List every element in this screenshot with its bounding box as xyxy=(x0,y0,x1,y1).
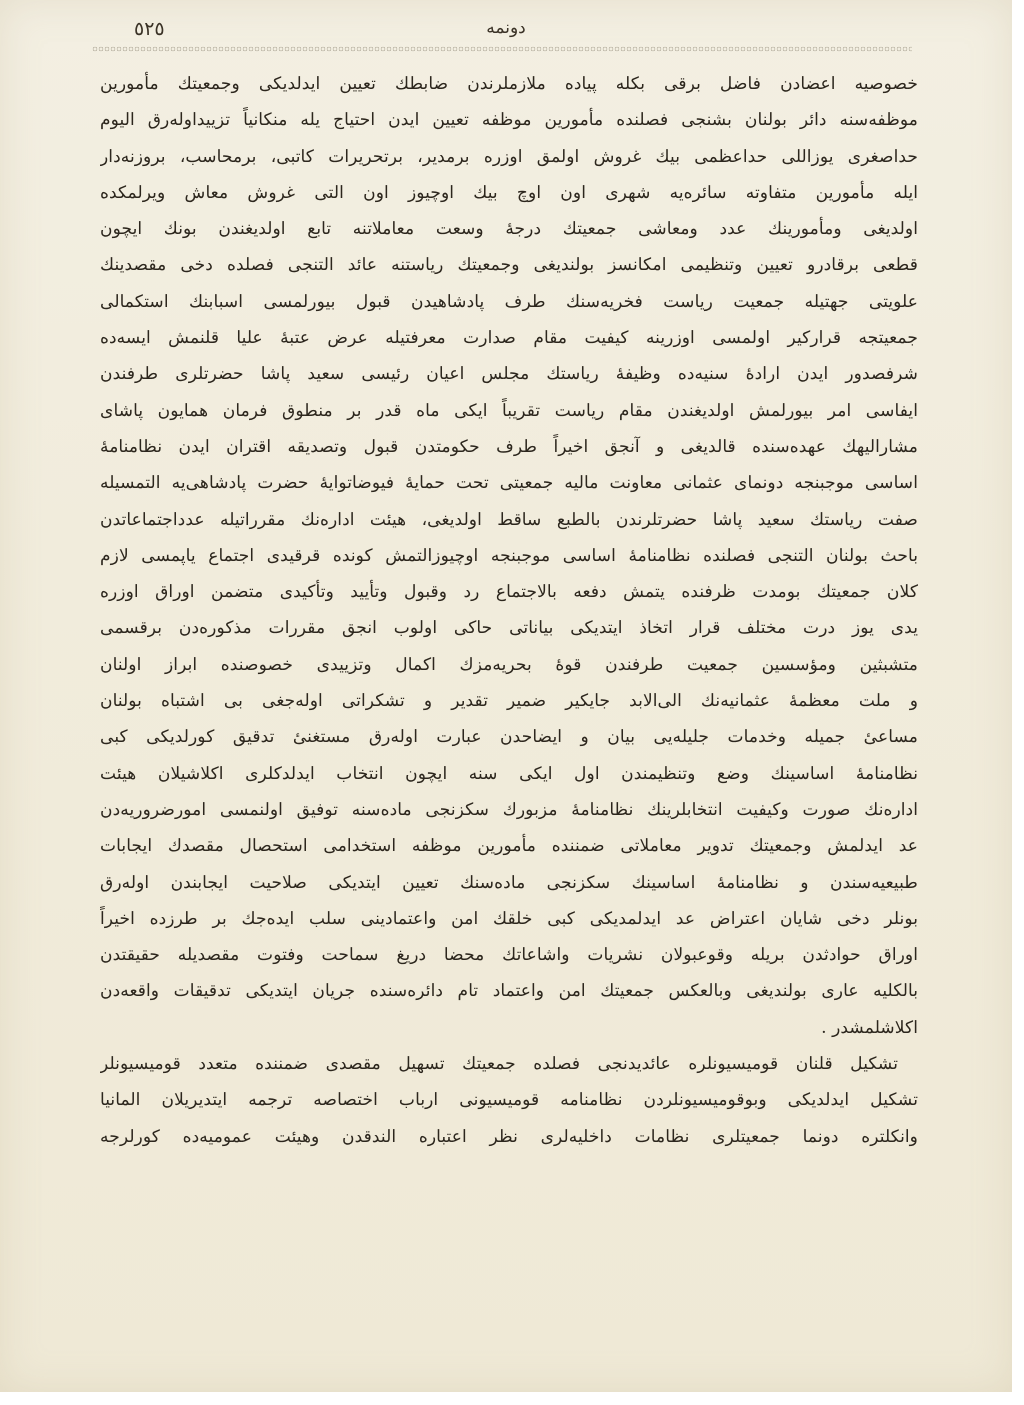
text-line: اوراق حوادثدن بریله وقوعبولان نشریات واشاعاتك محضا دریغ سماحت وفتوت مقصدیله حقیقتدن xyxy=(100,945,918,966)
text-line: موظفه‌سنه دائر بولنان بشنجی فصلنده مأمورین موظفه تعیین ایدن احتیاج یله منکانیاً تزییداوله‌رق الیوم xyxy=(100,110,918,131)
page-edge xyxy=(1012,0,1024,1405)
text-line: و ملت معظمهٔ عثمانیه‌نك الی‌الابد جایکیر ضمیر تقدیر و تشکراتی اوله‌جغی بی اشتباه بولنان xyxy=(100,691,918,712)
page-number: ٥٢٥ xyxy=(134,18,165,40)
running-title: دونمه xyxy=(486,18,526,38)
text-line: ادارەنك صورت وکیفیت انتخابلرینك نظامنامهٔ مزبورك سکزنجی ماده‌سنه توفیق اولنمسی امورضروریه‌دن xyxy=(100,799,918,820)
text-line: صفت ریاستك سعید پاشا حضرتلرندن بالطبع ساقط اولدیغی، هیئت ادارەنك مقرراتیله عدداجتماعاتدن xyxy=(100,509,918,530)
text-line: حداصغری یوزاللی حداعظمی بیك غروش اولمق اوزره برمدیر، برتحریرات کاتبی، برمحاسب، بروزنه‌دار xyxy=(100,146,918,167)
text-line: تشکیل ایدلدیکی وبوقومیسیونلردن نظامنامه قومیسیونی ارباب اختصاصه ترجمه ایتدیریلان المانیا xyxy=(100,1090,918,1111)
text-line: اساسی موجبنجه دونمای عثمانی معاونت مالیه جمعیتی تحت حمایهٔ فیوضاتوایهٔ حضرت پادشاهی‌یه التمسیله xyxy=(100,473,918,494)
text-line: طبیعیه‌سندن و نظامنامهٔ اساسینك سکزنجی ماده‌سنك تعیین ایتدیکی صلاحیت ایجابندن اوله‌رق xyxy=(100,872,918,893)
text-line: بونلر دخی شایان اعتراض عد ایدلمدیکی کبی خلقك امن واعتمادینی سلب ایده‌جك بر طرزده اخیراً xyxy=(100,908,918,929)
text-line: جمعیتجه قرارکیر اولمسی اوزرینه کیفیت مقام صدارت معرفتیله عرض عتبهٔ علیا قلنمش ایسه‌ده xyxy=(100,328,918,349)
text-line: ایفاسی امر بیورلمش اولدیغندن مقام ریاست تقریباً ایکی ماه قدر بر منطوق فرمان همایون پاشای xyxy=(100,400,918,421)
header-rule xyxy=(92,46,912,52)
text-line: متشبثین ومؤسسین جمعیت طرفندن قوهٔ بحریه‌مزك اکمال وتزییدی خصوصنده ابراز اولنان xyxy=(100,654,918,675)
text-line: مشارالیهك عهده‌سنده قالدیغی و آنجق اخیراً طرف حکومتدن قبول وتصدیقه اقتران ایدن نظامنامهٔ xyxy=(100,436,918,457)
text-line: تشکیل قلنان قومیسیونلره عائدیدنجی فصلده جمعیتك تسهیل مقصدی ضمننده متعدد قومیسیونلر xyxy=(100,1054,898,1075)
text-line: اکلاشلمشدر . xyxy=(821,1017,918,1038)
text-line: نظامنامهٔ اساسینك وضع وتنظیمندن اول ایکی سنه ایچون انتخاب ایدلدکلری اکلاشیلان هیئت xyxy=(100,763,918,784)
text-line: ایله مأمورین متفاوته سائره‌یه شهری اون اوچ بیك اوچیوز اون التی غروش معاش ویرلمکده xyxy=(100,182,918,203)
body-text xyxy=(100,66,918,1155)
text-line: علویتی جهتیله جمعیت ریاست فخریه‌سنك طرف پادشاهیدن قبول بیورلمسی اسبابنك استکمالی xyxy=(100,291,918,312)
paragraph-2 xyxy=(100,1046,918,1155)
text-line: اولدیغی ومأمورینك عدد ومعاشی جمعیتك درجهٔ وسعت معاملاتنه تابع اولدیغندن بونك ایچون xyxy=(100,219,918,240)
text-line: عد ایدلمش وجمعیتك تدویر معاملاتی ضمننده مأمورین موظفه استخدامی استحصال مقصدك ایجابات xyxy=(100,836,918,857)
text-line: شرفصدور ایدن ارادهٔ سنیه‌ده وظیفهٔ ریاستك مجلس اعیان رئیسی سعید پاشا حضرتلری طرفندن xyxy=(100,364,918,385)
text-line: خصوصیه اعضادن فاضل برقی بکله پیاده ملازملرندن ضابطك تعیین ایدلدیکی وجمعیتك مأمورین xyxy=(100,74,918,94)
text-line: باحث بولنان التنجی فصلنده نظامنامهٔ اساسی موجبنجه اوچیوزالتمش کونده قرقیدی اجتماع یاپمسی لازم xyxy=(100,545,918,566)
paragraph-1 xyxy=(100,66,918,1046)
text-line: مساعیٔ جمیله وخدمات جلیله‌یی بیان و ایضاحدن عبارت اوله‌رق مستغنیٔ تدقیق کورلدیکی کبی xyxy=(100,727,918,748)
text-line: بالکلیه عاری بولندیغی وبالعکس جمعیتك امن واعتماد تام دائره‌سنده جریان ایتدیکی تدقیقات واقعه‌دن xyxy=(100,981,918,1002)
text-line: قطعی برقادرو تعیین وتنظیمی امکانسز بولندیغی وجمعیتك ریاستنه عائد التنجی فصلده دخی مقصدینك xyxy=(100,255,918,276)
text-line: کلان جمعیتك بومدت ظرفنده یتمش دفعه بالاجتماع رد وقبول وتأیید وتأکیدی متضمن اوراق اوزره xyxy=(100,582,918,603)
text-line: یدی یوز درت مختلف قرار اتخاذ ایتدیکی بیاناتی حاکی اولوب انجق مقررات مذکوره‌دن برقسمی xyxy=(100,618,918,639)
text-line: وانکلتره دونما جمعیتلری نظامات داخلیه‌لری نظر اعتباره الندقدن وهیئت عمومیه‌ده کورلرجه xyxy=(100,1126,918,1147)
